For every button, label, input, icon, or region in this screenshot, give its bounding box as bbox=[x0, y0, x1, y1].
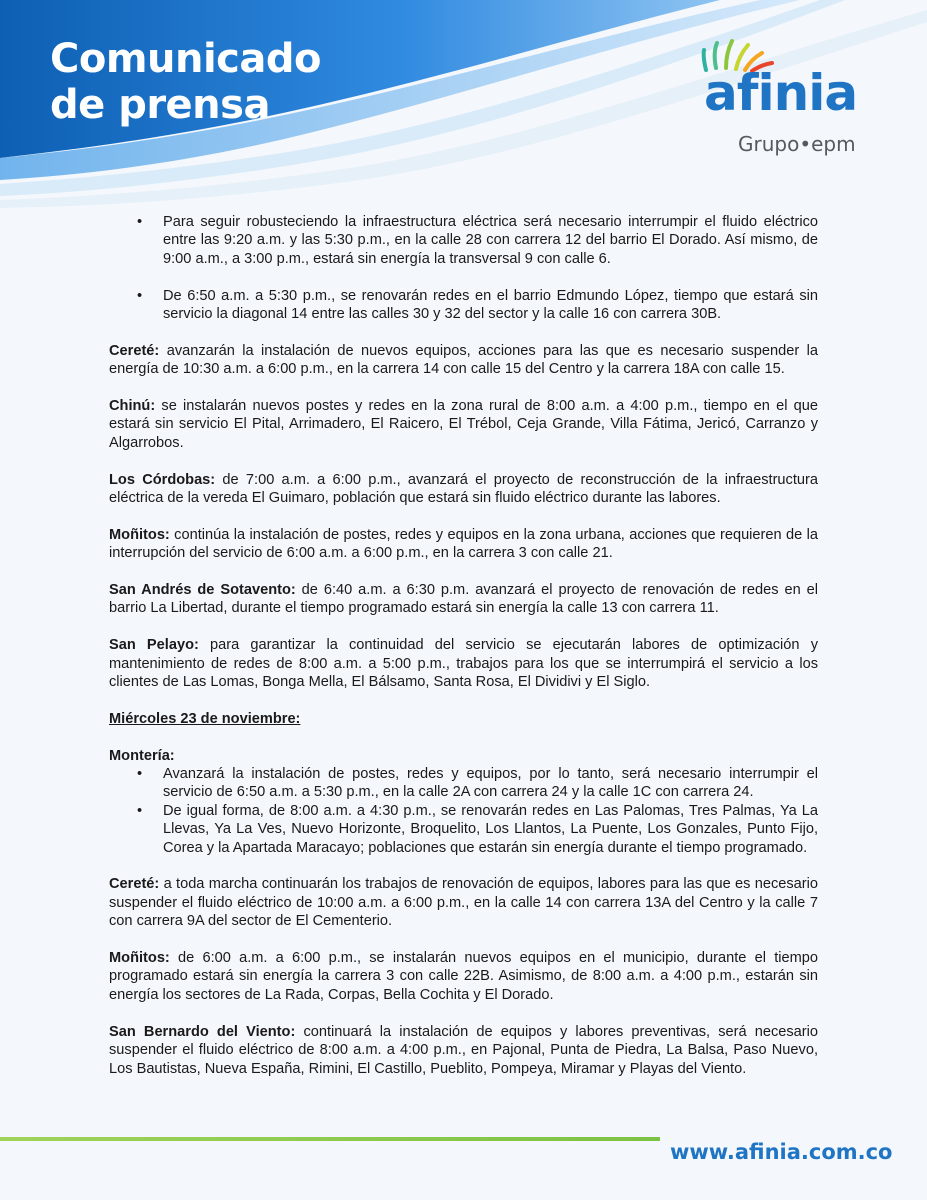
city-name: Los Córdobas: bbox=[109, 471, 216, 488]
city-paragraph bbox=[109, 342, 818, 379]
monteria-bullet-list bbox=[109, 765, 818, 857]
page-title bbox=[50, 36, 321, 128]
list-item: • Avanzará la instalación de postes, redes y equipos, por lo tanto, será necesario interrumpir el servicio de 6:50 a.m. a 5:30 p.m., en la calle 2A con carrera 24 y la calle 1C con carrera 24. bbox=[109, 765, 818, 802]
city-paragraph bbox=[109, 875, 818, 930]
logo-group-label: Grupo•epm bbox=[738, 132, 856, 156]
footer-website-link[interactable]: www.afinia.com.co bbox=[670, 1140, 893, 1164]
city-name: Moñitos: bbox=[109, 950, 170, 967]
city-name: Cereté: bbox=[109, 876, 160, 893]
list-item: • Para seguir robusteciendo la infraestructura eléctrica será necesario interrumpir el fluido eléctrico entre las 9:20 a.m. y las 5:30 p.m., en la calle 28 con carrera 12 del barrio El Dorado. Así mismo, de 9:00 a.m., a 3:00 p.m., estará sin energía la transversal 9 con calle 6. bbox=[109, 213, 818, 268]
city-text: de 6:00 a.m. a 6:00 p.m., se instalarán nuevos equipos en el municipio, durante el tiempo programado estará sin energía la carrera 3 con calle 22B. Asimismo, de 8:00 a.m. a 4:00 p.m., estarán sin energía los sectores de La Rada, Corpas, Bella Cochita y El Dorado. bbox=[109, 950, 818, 1003]
city-text: continuará la instalación de equipos y labores preventivas, será necesario suspender el fluido eléctrico de 8:00 a.m. a 4:00 p.m., en Pajonal, Punta de Piedra, La Balsa, Paso Nuevo, Los Bautistas, Nueva España, Rimini, El Castillo, Pueblito, Pompeya, Miramar y Playas del Viento. bbox=[109, 1023, 819, 1077]
city-text: a toda marcha continuarán los trabajos de renovación de equipos, labores para las que es necesario suspender el fluido eléctrico de 10:00 a.m. a 6:00 p.m., en la calle 14 con carrera 13A del Centro y la calle 7 con carrera 9A del sector de El Cementerio. bbox=[109, 876, 818, 930]
city-paragraph bbox=[109, 581, 818, 618]
city-paragraph bbox=[109, 397, 818, 452]
list-item: • De igual forma, de 8:00 a.m. a 4:30 p.m., se renovarán redes en Las Palomas, Tres Palmas, Ya La Llevas, Ya La Ves, Nuevo Horizonte, Broquelito, Los Llantos, La Puente, Los Gonzales, Punto Fijo, Corea y la Apartada Maracayo; poblaciones que estarán sin energía durante el tiempo programado. bbox=[109, 802, 818, 857]
city-text: de 6:40 a.m. a 6:30 p.m. avanzará el proyecto de renovación de redes en el barrio La Libertad, durante el tiempo programado estará sin energía la calle 13 con carrera 11. bbox=[109, 582, 818, 617]
press-header bbox=[0, 0, 927, 215]
city-name: San Bernardo del Viento: bbox=[109, 1023, 296, 1040]
city-paragraph bbox=[109, 526, 818, 563]
city-name: Moñitos: bbox=[109, 526, 170, 543]
footer-divider bbox=[0, 1137, 660, 1141]
city-paragraph bbox=[109, 1023, 818, 1078]
list-item: • De 6:50 a.m. a 5:30 p.m., se renovarán redes en el barrio Edmundo López, tiempo que estará sin servicio la diagonal 14 entre las calles 30 y 32 del sector y la calle 16 con carrera 30B. bbox=[109, 287, 818, 324]
city-text: continúa la instalación de postes, redes y equipos en la zona urbana, acciones que requieren de la interrupción del servicio de 6:00 a.m. a 6:00 p.m., en la carrera 3 con calle 21. bbox=[109, 526, 818, 562]
city-name: Chinú: bbox=[109, 398, 156, 415]
city-text: avanzarán la instalación de nuevos equipos, acciones para las que es necesario suspender la energía de 10:30 a.m. a 6:00 p.m., en la carrera 14 con calle 15 del Centro y la carrera 18A con calle 15. bbox=[109, 342, 818, 378]
monteria-heading: Montería: bbox=[109, 747, 175, 764]
date-heading: Miércoles 23 de noviembre: bbox=[109, 710, 301, 727]
title-line-1: Comunicado bbox=[50, 36, 321, 82]
city-name: Cereté: bbox=[109, 342, 160, 359]
logo-wordmark: afinia bbox=[704, 64, 858, 122]
city-paragraph bbox=[109, 949, 818, 1004]
city-paragraph bbox=[109, 471, 818, 508]
title-line-2: de prensa bbox=[50, 82, 270, 128]
city-name: San Pelayo: bbox=[109, 637, 199, 654]
afinia-logo bbox=[700, 38, 900, 163]
city-text: de 7:00 a.m. a 6:00 p.m., avanzará el proyecto de reconstrucción de la infraestructura eléctrica de la vereda El Guimaro, población que estará sin fluido eléctrico durante las labores. bbox=[109, 471, 818, 507]
city-name: San Andrés de Sotavento: bbox=[109, 582, 296, 599]
intro-bullet-list bbox=[109, 213, 818, 323]
press-release-body bbox=[109, 213, 818, 1096]
city-text: se instalarán nuevos postes y redes en la zona rural de 8:00 a.m. a 4:00 p.m., tiempo en el que estará sin servicio El Pital, Arrimadero, El Raicero, El Trébol, Ceja Grande, Villa Fátima, Jericó, Carranzo y Algarrobos. bbox=[109, 398, 818, 451]
city-paragraph bbox=[109, 636, 818, 691]
city-text: para garantizar la continuidad del servicio se ejecutarán labores de optimización y mantenimiento de redes de 8:00 a.m. a 5:00 p.m., trabajos para los que se interrumpirá el servicio a los clientes de Las Lomas, Bonga Mella, El Bálsamo, Santa Rosa, El Dividivi y El Siglo. bbox=[109, 637, 818, 691]
